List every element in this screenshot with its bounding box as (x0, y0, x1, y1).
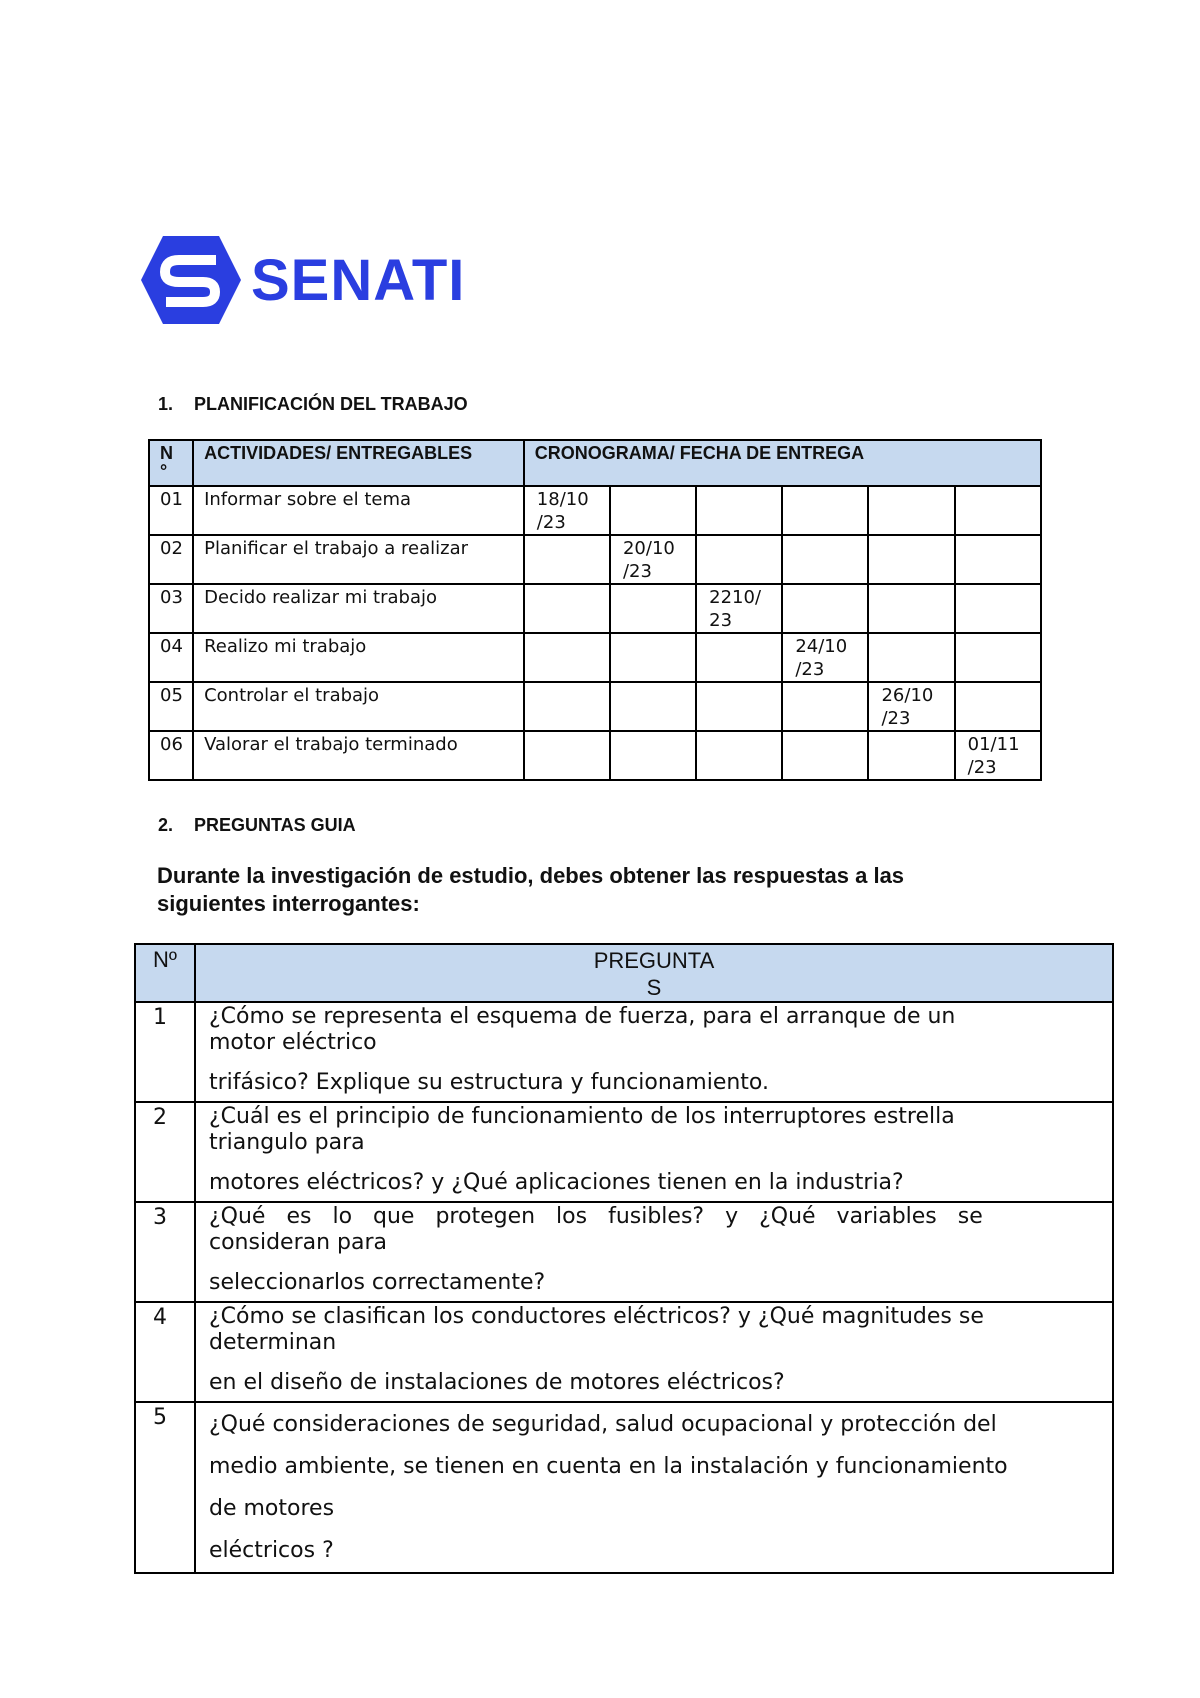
row-date: 24/10 /23 (782, 633, 868, 682)
row-date: 26/10 /23 (868, 682, 954, 731)
row-activity: Decido realizar mi trabajo (193, 584, 524, 633)
row-date: 01/11 /23 (955, 731, 1041, 780)
question-text: ¿Cómo se clasifican los conductores eléctricos? y ¿Qué magnitudes se determinan en el diseño de instalaciones de motores eléctricos? (195, 1302, 1113, 1402)
questions-table (134, 943, 1114, 1574)
section-1-heading (158, 394, 468, 415)
section-2-title: PREGUNTAS GUIA (194, 815, 356, 835)
question-text: ¿Qué es lo que protegen los fusibles? y ¿Qué variables se consideran para seleccionarlos correctamente? (195, 1202, 1113, 1302)
row-number: 04 (149, 633, 193, 682)
intro-line-1: Durante la investigación de estudio, debes obtener las respuestas a las (157, 863, 905, 888)
table-row (149, 731, 1041, 780)
question-number: 4 (135, 1302, 195, 1402)
row-date: 2210/ 23 (696, 584, 782, 633)
table-row (135, 1202, 1113, 1302)
question-number: 5 (135, 1402, 195, 1573)
row-activity: Planificar el trabajo a realizar (193, 535, 524, 584)
table-row (135, 1402, 1113, 1573)
table-row (149, 682, 1041, 731)
planning-table (148, 439, 1042, 781)
question-text: ¿Qué consideraciones de seguridad, salud ocupacional y protección del medio ambiente, se tienen en cuenta en la instalación y funcionamiento de motores eléctricos ? (195, 1402, 1113, 1573)
senati-logo (141, 236, 465, 324)
row-number: 03 (149, 584, 193, 633)
question-text: ¿Cuál es el principio de funcionamiento de los interruptores estrella triangulo para motores eléctricos? y ¿Qué aplicaciones tienen en la industria? (195, 1102, 1113, 1202)
table-row (135, 1302, 1113, 1402)
table-row (135, 1102, 1113, 1202)
header-activities: ACTIVIDADES/ ENTREGABLES (193, 440, 524, 486)
table-row (149, 584, 1041, 633)
table-row (135, 1002, 1113, 1102)
table-row (149, 633, 1041, 682)
questions-header-row (135, 944, 1113, 1002)
row-number: 02 (149, 535, 193, 584)
row-activity: Realizo mi trabajo (193, 633, 524, 682)
table-row (149, 535, 1041, 584)
question-number: 3 (135, 1202, 195, 1302)
header-question: PREGUNTA S (195, 944, 1113, 1002)
section-2-intro (157, 862, 1057, 918)
row-activity: Valorar el trabajo terminado (193, 731, 524, 780)
row-number: 01 (149, 486, 193, 535)
row-number: 06 (149, 731, 193, 780)
row-activity: Informar sobre el tema (193, 486, 524, 535)
header-no: N ° (149, 440, 193, 486)
planning-header-row (149, 440, 1041, 486)
section-2-number: 2. (158, 815, 174, 835)
header-question-no: Nº (135, 944, 195, 1002)
section-2-heading (158, 815, 356, 836)
section-1-number: 1. (158, 394, 174, 414)
row-number: 05 (149, 682, 193, 731)
question-number: 1 (135, 1002, 195, 1102)
senati-emblem-icon (141, 236, 241, 324)
row-date: 20/10 /23 (610, 535, 696, 584)
section-1-title: PLANIFICACIÓN DEL TRABAJO (194, 394, 468, 414)
question-text: ¿Cómo se representa el esquema de fuerza, para el arranque de un motor eléctrico trifásico? Explique su estructura y funcionamiento. (195, 1002, 1113, 1102)
row-date: 18/10 /23 (524, 486, 610, 535)
intro-line-2: siguientes interrogantes: (157, 891, 420, 916)
logo-wordmark: SENATI (251, 247, 466, 313)
table-row (149, 486, 1041, 535)
row-activity: Controlar el trabajo (193, 682, 524, 731)
question-number: 2 (135, 1102, 195, 1202)
header-schedule: CRONOGRAMA/ FECHA DE ENTREGA (524, 440, 1041, 486)
